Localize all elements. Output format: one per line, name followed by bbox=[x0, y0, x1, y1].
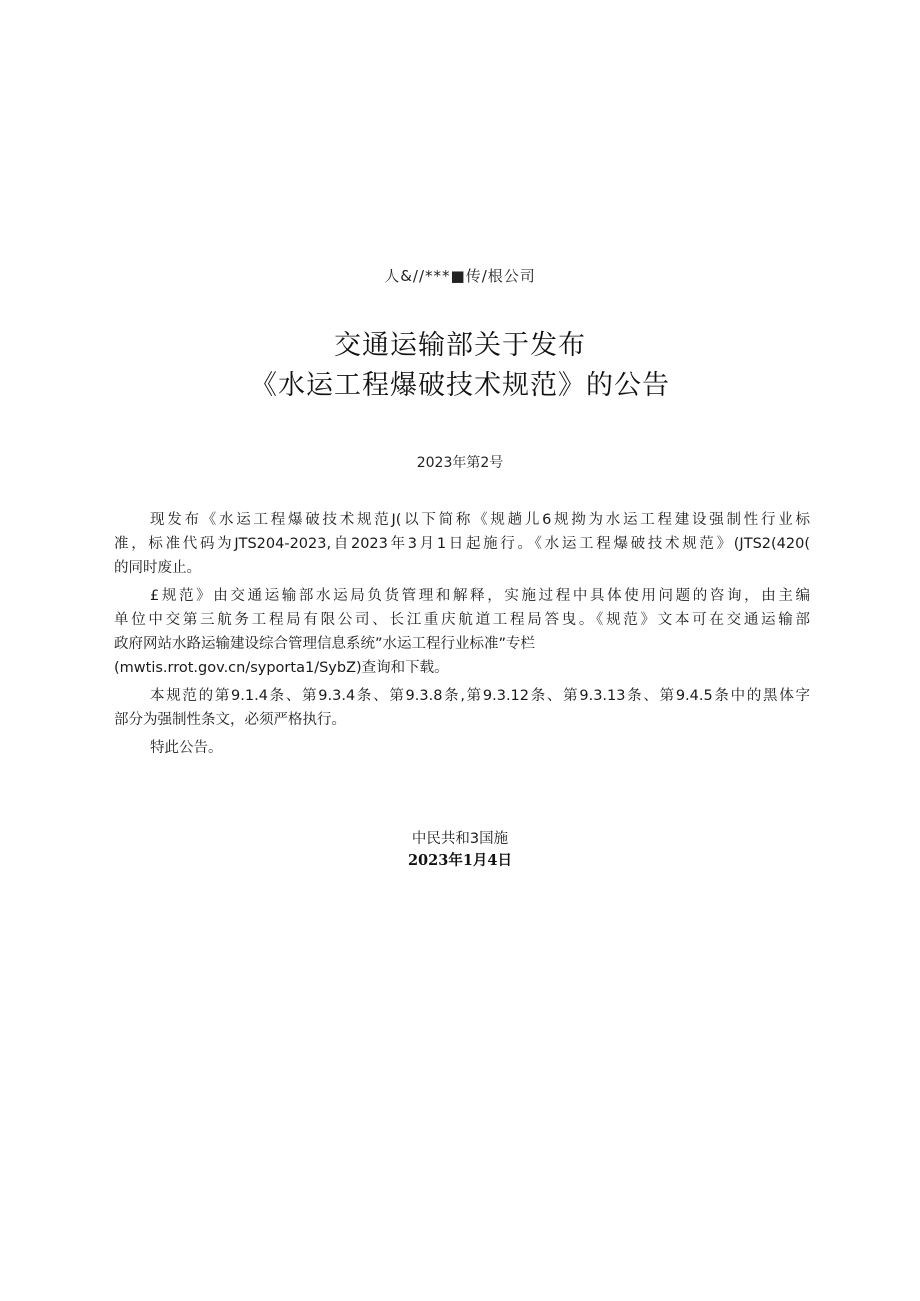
paragraph-line: 准，标准代码为JTS204-2023,自2023年3月1日起施行。《水运工程爆破技术规范》(JTS2(420( bbox=[114, 536, 810, 552]
paragraph-line: 的同时废止。 bbox=[114, 560, 201, 576]
paragraph-line: 特此公告。 bbox=[150, 740, 223, 756]
title-line-1: 交通运输部关于发布 bbox=[334, 330, 586, 361]
paragraph-mandatory bbox=[114, 684, 810, 732]
paragraph-line: (mwtis.rrot.gov.cn∕syporta1∕SybZ)查询和下载。 bbox=[114, 660, 449, 676]
paragraph-line: 部分为强制性条文，必须严格执行。 bbox=[114, 712, 346, 728]
issue-date: 2023年1月4日 bbox=[407, 852, 513, 869]
paragraph-line: 单位中交第三航务工程局有限公司、长江重庆航道工程局答曳。《规范》文本可在交通运输部 bbox=[114, 612, 810, 628]
announcement-number: 2023年第2号 bbox=[416, 455, 504, 471]
paragraph-line: 本规范的第9.1.4条、第9.3.4条、第9.3.8条,第9.3.12条、第9.3.13条、第9.4.5条中的黑体字 bbox=[150, 688, 810, 704]
paragraph-line: £规范》由交通运输部水运局负货管理和解释，实施过程中具体使用问题的咨询，由主编 bbox=[150, 588, 810, 604]
paragraph-line: 政府网站水路运输建设综合管理信息系统”水运工程行业标准”专栏 bbox=[114, 636, 536, 652]
paragraph-closing bbox=[114, 736, 810, 760]
announcement-body bbox=[114, 508, 810, 764]
paragraph-line: 现发布《水运工程爆破技术规范J(以下简称《规趟儿6规拗为水运工程建设强制性行业标 bbox=[150, 512, 810, 528]
issuing-authority: 中民共和3国施 bbox=[411, 831, 509, 847]
signature-block bbox=[0, 828, 920, 872]
title-line-2: 《水运工程爆破技术规范》的公告 bbox=[250, 370, 670, 401]
paragraph-release bbox=[114, 508, 810, 580]
paragraph-management bbox=[114, 584, 810, 680]
document-header: 人&//***■传/根公司 bbox=[384, 267, 536, 285]
page-title bbox=[0, 326, 920, 406]
